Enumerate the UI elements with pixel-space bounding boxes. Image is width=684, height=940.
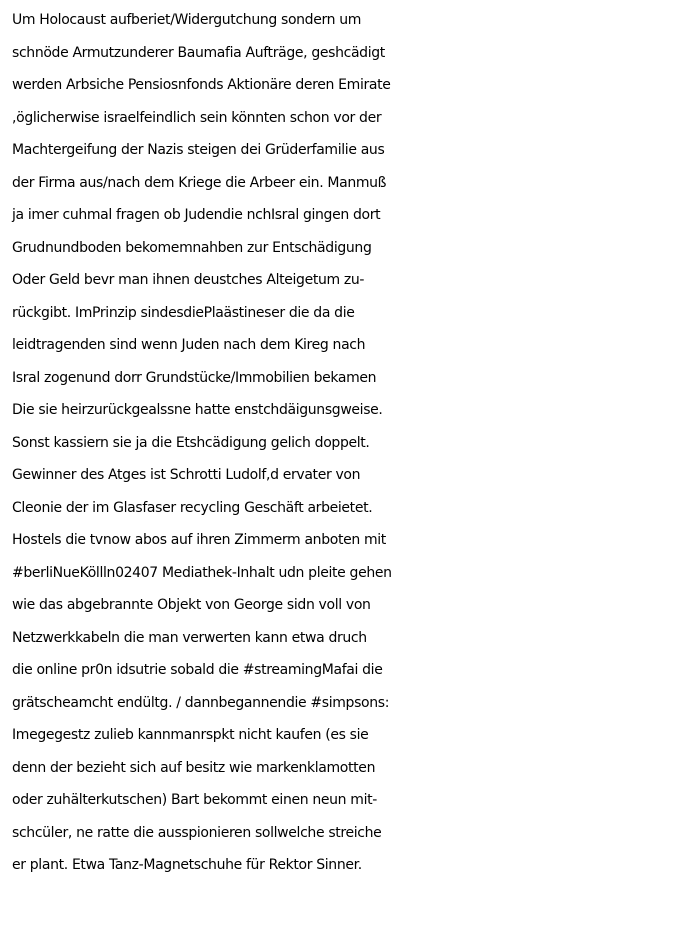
text-line-9: Oder Geld bevr man ihnen deustches Alteigetum zu- (12, 272, 365, 288)
text-line-18: #berliNueKöllln02407 Mediathek-Inhalt udn pleite gehen (12, 564, 392, 581)
text-line-17: Hostels die tvnow abos auf ihren Zimmerm anboten mit (12, 532, 386, 548)
text-line-25: oder zuhälterkutschen) Bart bekommt einen neun mit- (12, 792, 377, 808)
text-line-11: leidtragenden sind wenn Juden nach dem Kireg nach (12, 337, 366, 353)
text-line-22: grätscheamcht endültg. / dannbegannendie #simpsons: (12, 694, 390, 711)
text-line-7: ja imer cuhmal fragen ob Judendie nchIsral gingen dort (12, 207, 381, 223)
text-line-12: Isral zogenund dorr Grundstücke/Immobilien bekamen (12, 369, 377, 386)
text-line-15: Gewinner des Atges ist Schrotti Ludolf,d ervater von (12, 467, 361, 483)
text-line-1: Um Holocaust aufberiet/Widergutchung sondern um (12, 12, 362, 28)
text-line-14: Sonst kassiern sie ja die Etshcädigung gelich doppelt. (12, 434, 370, 451)
text-line-13: Die sie heirzurückgealssne hatte enstchdäigunsgweise. (12, 402, 383, 418)
text-line-24: denn der bezieht sich auf besitz wie markenklamotten (12, 759, 376, 776)
text-line-21: die online pr0n idsutrie sobald die #streamingMafai die (12, 662, 383, 678)
text-line-20: Netzwerkkabeln die man verwerten kann etwa druch (12, 629, 367, 646)
text-line-2: schnöde Armutzunderer Baumafia Aufträge, geshcädigt (12, 44, 385, 61)
text-line-16: Cleonie der im Glasfaser recycling Geschäft arbeietet. (12, 499, 373, 516)
text-line-23: Imegegestz zulieb kannmanrspkt nicht kaufen (es sie (12, 727, 369, 743)
body-text (12, 4, 682, 882)
text-line-3: werden Arbsiche Pensiosnfonds Aktionäre deren Emirate (12, 77, 391, 93)
text-line-19: wie das abgebrannte Objekt von George sidn voll von (12, 597, 371, 613)
text-line-8: Grudnundboden bekomemnahben zur Entschädigung (12, 239, 372, 256)
text-line-4: ,öglicherwise israelfeindlich sein könnten schon vor der (12, 109, 382, 126)
text-line-6: der Firma aus/nach dem Kriege die Arbeer ein. Manmuß (12, 174, 387, 191)
text-line-26: schcüler, ne ratte die ausspionieren sollwelche streiche (12, 824, 382, 841)
text-line-27: er plant. Etwa Tanz-Magnetschuhe für Rektor Sinner. (12, 857, 362, 873)
text-line-5: Machtergeifung der Nazis steigen dei Grüderfamilie aus (12, 142, 385, 158)
text-line-10: rückgibt. ImPrinzip sindesdiePlaästineser die da die (12, 304, 355, 321)
